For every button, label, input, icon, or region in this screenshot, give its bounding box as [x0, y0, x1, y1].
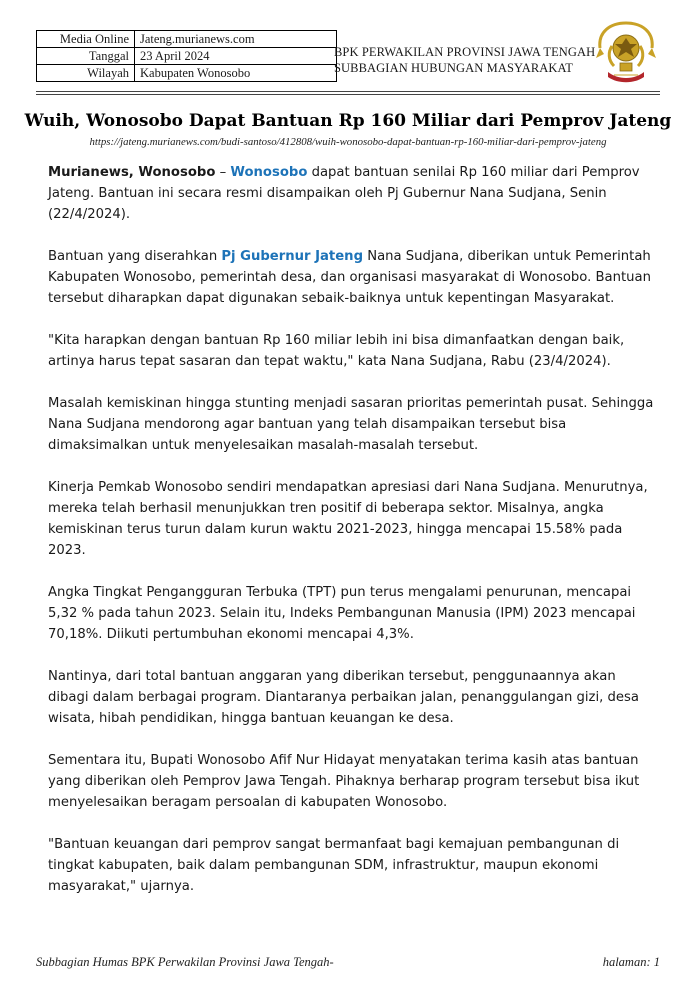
- media-row: [37, 31, 337, 48]
- paragraph: Nantinya, dari total bantuan anggaran yang diberikan tersebut, penggunaannya akan dibagi dalam berbagai program. Diantaranya perbaikan jalan, penanggulangan gizi, desa wisata, hibah pendidikan, hingga bantuan keuangan ke desa.: [48, 669, 639, 726]
- media-label: Media Online: [37, 31, 135, 48]
- date-value: 23 April 2024: [135, 48, 337, 65]
- paragraph: "Bantuan keuangan dari pemprov sangat bermanfaat bagi kemajuan pembangunan di tingkat kabupaten, baik dalam pembangunan SDM, infrastruktur, maupun ekonomi masyarakat," ujarnya.: [48, 837, 620, 894]
- office-division: SUBBAGIAN HUBUNGAN MASYARAKAT: [334, 61, 574, 75]
- pj-gubernur-link[interactable]: Pj Gubernur Jateng: [221, 249, 364, 264]
- paragraph: Masalah kemiskinan hingga stunting menjadi sasaran prioritas pemerintah pusat. Sehingga Nana Sudjana mendorong agar bantuan yang telah disampaikan tersebut bisa dimaksimalkan untuk menyelesaikan masalah-masalah tersebut.: [48, 396, 654, 453]
- region-value: Kabupaten Wonosobo: [135, 65, 337, 82]
- paragraph: Kinerja Pemkab Wonosobo sendiri mendapatkan apresiasi dari Nana Sudjana. Menurutnya, mereka telah berhasil menunjukkan tren positif di beberapa sektor. Misalnya, angka kemiskinan terus turun dalam kurun waktu 2021-2023, hingga mencapai 15.58% pada 2023.: [48, 480, 648, 558]
- paragraph: "Kita harapkan dengan bantuan Rp 160 miliar lebih ini bisa dimanfaatkan dengan baik, artinya harus tepat sasaran dan tepat waktu," kata Nana Sudjana, Rabu (23/4/2024).: [48, 333, 625, 369]
- region-row: [37, 65, 337, 82]
- paragraph-text: Bantuan yang diserahkan: [48, 249, 222, 264]
- paragraph-text: dapat bantuan senilai Rp 160 miliar dari Pemprov Jateng. Bantuan ini secara resmi disampaikan oleh Pj Gubernur Nana Sudjana, Senin (22/4/2024).: [48, 165, 640, 222]
- header-rule-thin: [36, 94, 660, 95]
- article-body: [48, 162, 658, 918]
- footer-office: Subbagian Humas BPK Perwakilan Provinsi Jawa Tengah-: [36, 955, 334, 969]
- article-title: Wuih, Wonosobo Dapat Bantuan Rp 160 Miliar dari Pemprov Jateng: [24, 111, 672, 131]
- paragraph: Sementara itu, Bupati Wonosobo Afif Nur Hidayat menyatakan terima kasih atas bantuan yang diberikan oleh Pemprov Jawa Tengah. Pihaknya berharap program tersebut bisa ikut menyelesaikan beragam persoalan di kabupaten Wonosobo.: [48, 753, 640, 810]
- paragraph: Angka Tingkat Pengangguran Terbuka (TPT) pun terus mengalami penurunan, mencapai 5,32 % pada tahun 2023. Selain itu, Indeks Pembangunan Manusia (IPM) 2023 mencapai 70,18%. Diikuti pertumbuhan ekonomi mencapai 4,3%.: [48, 585, 636, 642]
- media-info-table: [36, 30, 337, 82]
- office-name: BPK PERWAKILAN PROVINSI JAWA TENGAH: [334, 45, 596, 59]
- header-rule: [36, 91, 660, 92]
- paragraph-text: Nana Sudjana, diberikan untuk Pemerintah Kabupaten Wonosobo, pemerintah desa, dan organisasi masyarakat di Wonosobo. Bantuan tersebut diharapkan dapat digunakan sebaik-baiknya untuk kepentingan Masyarakat.: [48, 249, 651, 306]
- office-header: [334, 44, 595, 76]
- date-row: [37, 48, 337, 65]
- date-label: Tanggal: [37, 48, 135, 65]
- dash: –: [215, 165, 231, 180]
- media-value: Jateng.murianews.com: [135, 31, 337, 48]
- wonosobo-link[interactable]: Wonosobo: [230, 165, 308, 180]
- region-label: Wilayah: [37, 65, 135, 82]
- article-url: https://jateng.murianews.com/budi-santoso/412808/wuih-wonosobo-dapat-bantuan-rp-160-miliar-dari-pemprov-jateng: [89, 136, 607, 148]
- paragraph: [48, 162, 658, 225]
- source-name: Murianews, Wonosobo: [48, 165, 216, 180]
- page-number: halaman: 1: [602, 955, 660, 969]
- paragraph: [48, 246, 658, 309]
- garuda-emblem-icon: [594, 18, 658, 84]
